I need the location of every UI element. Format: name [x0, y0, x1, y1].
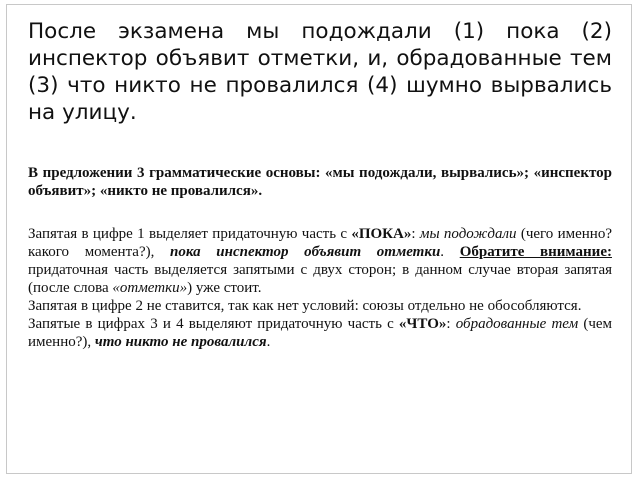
subordinate-clause-2: что никто не провалился	[94, 334, 267, 350]
task-sentence: После экзамена мы подождали (1) пока (2) инспектор объявит отметки, и, обрадованные тем (3) что никто не провалился (4) шумно вырвались на улицу.	[28, 19, 612, 125]
slide-content	[28, 18, 612, 351]
text-run: :	[411, 226, 420, 242]
text-run: .	[266, 334, 271, 350]
text-run: :	[446, 316, 456, 332]
conjunction-poka: «ПОКА»	[351, 226, 412, 242]
text-run: ) уже стоит.	[187, 280, 262, 296]
explanation-comma-3-4	[28, 315, 612, 351]
grammar-bases-note: В предложении 3 грамматические основы: «мы подождали, вырвались»; «инспектор объявит»; «никто не провалился».	[28, 165, 612, 199]
main-clause-phrase: мы подождали	[419, 226, 517, 242]
conjunction-chto: «ЧТО»	[398, 316, 447, 332]
subordinate-clause-1: пока инспектор объявит отметки	[170, 244, 441, 260]
explanation-comma-1	[28, 225, 612, 297]
main-clause-phrase: обрадованные тем	[455, 316, 579, 332]
text-run: .	[440, 244, 460, 260]
text-run: (чем именно?),	[28, 316, 613, 350]
explanation-comma-2: Запятая в цифре 2 не ставится, так как нет условий: союзы отдельно не обособляются.	[28, 298, 582, 314]
text-run: (чего именно? какого момента?),	[28, 226, 612, 260]
text-run: придаточная часть выделяется запятыми с двух сторон; в данном случае вторая запятая (после слова	[28, 262, 612, 296]
text-run: Запятые в цифрах 3 и 4 выделяют придаточную часть с	[28, 316, 399, 332]
quoted-word: «отметки»	[112, 280, 188, 296]
attention-label: Обратите внимание:	[459, 244, 612, 260]
text-run: Запятая в цифре 1 выделяет придаточную часть с	[28, 226, 352, 242]
